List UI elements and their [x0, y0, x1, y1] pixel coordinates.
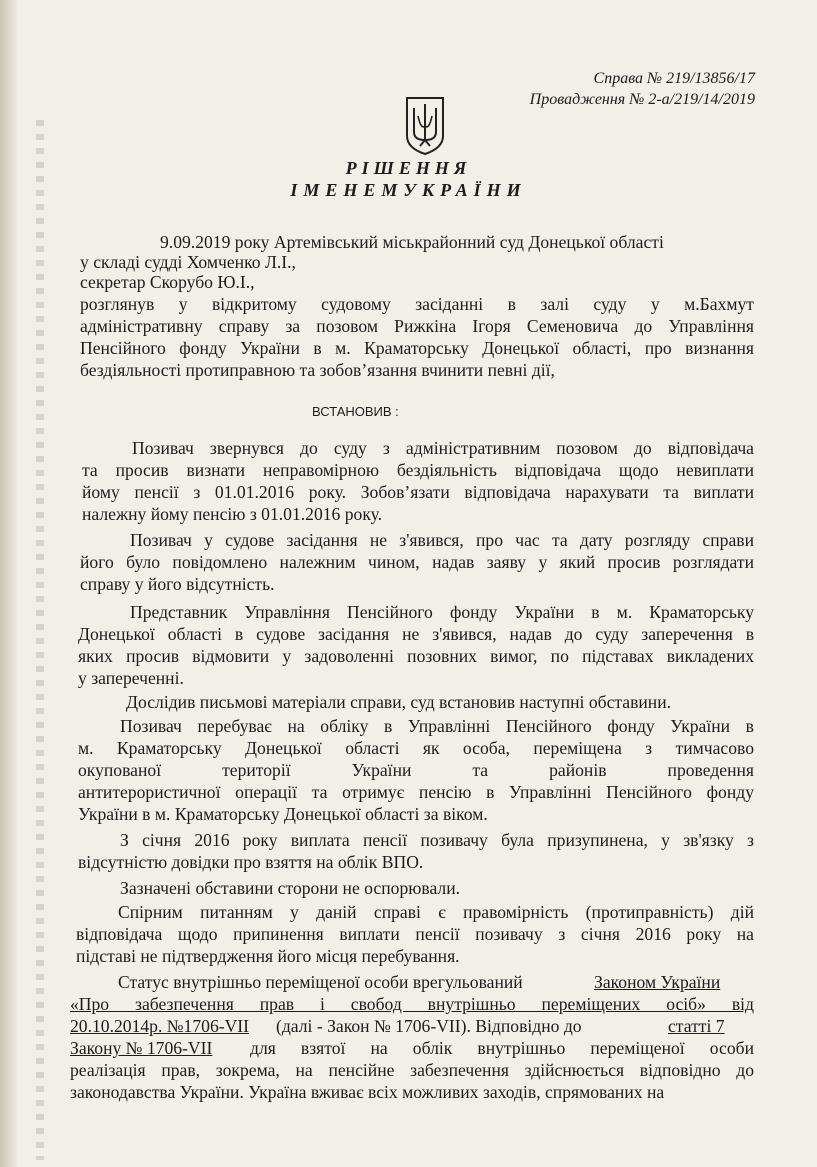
binding-stitches: [36, 120, 44, 1160]
body-line: Позивач у судове засідання не з'явився, про час та дату розгляду справи: [130, 530, 754, 550]
intro-line: бездіяльності протиправною та зобов’язання вчинити певні дії,: [80, 360, 555, 380]
body-line: Представник Управління Пенсійного фонду України в м. Краматорську: [130, 602, 754, 622]
body-line: Спірним питанням у даній справі є правомірність (протиправність) дій: [118, 902, 754, 922]
law-link[interactable]: Законом України: [594, 972, 721, 992]
intro-line: розглянув у відкритому судовому засіданні в залі суду у м.Бахмут: [80, 294, 754, 314]
body-line: підставі не підтвердження його місця перебування.: [76, 946, 460, 966]
body-line: відсутністю довідки про взяття на облік ВПО.: [78, 852, 424, 872]
intro-line: адміністративну справу за позовом Рижкіна Ігоря Семеновича до Управління: [80, 316, 754, 336]
body-line: антитерористичної операції та отримує пенсію в Управлінні Пенсійного фонду: [78, 782, 754, 802]
body-line: (далі - Закон № 1706-VII). Відповідно до: [276, 1016, 582, 1036]
law-link[interactable]: Закону № 1706-VII: [70, 1038, 213, 1058]
body-line: Донецької області в судове засідання не з'явився, надав до суду заперечення в: [78, 624, 754, 644]
case-number: Справа № 219/13856/17: [593, 70, 755, 87]
body-line: Позивач перебуває на обліку в Управлінні Пенсійного фонду України в: [120, 716, 754, 736]
body-line: Статус внутрішньо переміщеної особи врегульований: [118, 972, 523, 992]
body-line: відповідача щодо припинення виплати пенсії позивачу з січня 2016 року на: [76, 924, 754, 944]
body-line: для взятої на облік внутрішньо переміщеної особи: [250, 1038, 754, 1058]
body-line: законодавства України. Україна вживає всіх можливих заходів, спрямованих на: [70, 1082, 665, 1102]
law-link[interactable]: «Про забезпечення прав і свобод внутрішньо переміщених осіб» від: [70, 994, 754, 1014]
body-line: Зазначені обставини сторони не оспорювали.: [120, 878, 461, 898]
proceeding-number: Провадження № 2-а/219/14/2019: [529, 91, 755, 108]
body-line: З січня 2016 року виплата пенсії позивачу була призупинена, у зв'язку з: [120, 830, 754, 850]
established-label: ВСТАНОВИВ :: [312, 404, 399, 419]
intro-line: у складі судді Хомченко Л.І.,: [80, 252, 296, 272]
body-line: належну йому пенсію з 01.01.2016 року.: [82, 504, 383, 524]
body-line: Позивач звернувся до суду з адміністративним позовом до відповідача: [132, 438, 754, 458]
intro-line: секретар Скорубо Ю.І.,: [80, 272, 255, 292]
in-the-name-of-ukraine: ІМЕНЕМУКРАЇНИ: [290, 180, 527, 200]
law-article-link[interactable]: статті 7: [668, 1016, 725, 1036]
body-line: у запереченні.: [78, 668, 184, 688]
body-line: його було повідомлено належним чином, надав заяву у який просив розглядати: [80, 552, 754, 572]
law-link[interactable]: 20.10.2014р. №1706-VII: [70, 1016, 250, 1036]
body-line: реалізація прав, зокрема, на пенсійне забезпечення здійснюється відповідно до: [70, 1060, 754, 1080]
decision-title: РІШЕННЯ: [345, 158, 472, 178]
body-line: Дослідив письмові матеріали справи, суд встановив наступні обставини.: [126, 692, 672, 712]
body-line: України в м. Краматорську Донецької області за віком.: [78, 804, 488, 824]
intro-line: 9.09.2019 року Артемівський міськрайонний суд Донецької області: [160, 232, 664, 252]
body-line: справу у його відсутність.: [80, 574, 275, 594]
intro-line: Пенсійного фонду України в м. Краматорську Донецької області, про визнання: [80, 338, 754, 358]
body-line: м. Краматорську Донецької області як особа, переміщена з тимчасово: [78, 738, 754, 758]
body-line: окупованої території України та районів проведення: [78, 760, 754, 780]
body-line: яких просив відмовити у задоволенні позовних вимог, по підставах викладених: [78, 646, 754, 666]
body-line: йому пенсії з 01.01.2016 року. Зобов’язати відповідача нарахувати та виплати: [82, 482, 754, 502]
trident-emblem-icon: [404, 96, 446, 156]
body-line: та просив визнати неправомірною бездіяльність відповідача щодо невиплати: [82, 460, 754, 480]
